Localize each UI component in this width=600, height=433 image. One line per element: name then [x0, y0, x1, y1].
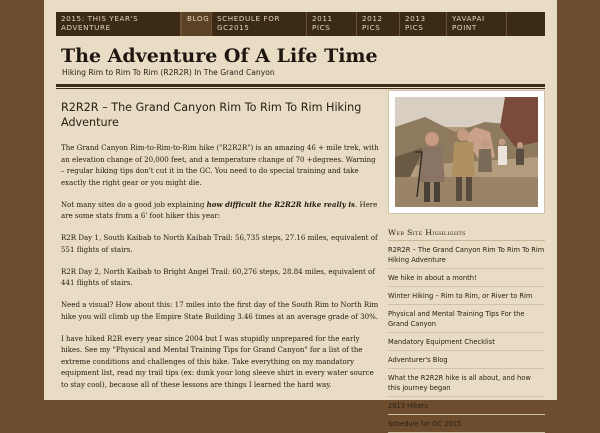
sidebar-link[interactable]: Winter Hiking – Rim to Rim, or River to Rim: [388, 287, 545, 305]
sidebar-link[interactable]: Mandatory Equipment Checklist: [388, 333, 545, 351]
sidebar-link[interactable]: Schedule for GC 2015: [388, 415, 545, 433]
hikers-photo[interactable]: [395, 97, 538, 207]
nav-item-2015-adventure[interactable]: 2015: THIS YEAR'S ADVENTURE: [56, 12, 181, 36]
post-paragraph: [61, 199, 381, 222]
header-divider-thin: [56, 88, 545, 89]
sidebar-link[interactable]: Physical and Mental Training Tips For the Grand Canyon: [388, 305, 545, 333]
sidebar-link[interactable]: Adventurer's Blog: [388, 351, 545, 369]
sidebar-link[interactable]: 2013 Hikers: [388, 397, 545, 415]
emphasis-link[interactable]: how difficult the R2R2R hike really is: [206, 199, 355, 209]
nav-spacer: [507, 12, 545, 36]
post-content: [61, 100, 381, 401]
paragraph-text: Not many sites do a good job explaining: [61, 199, 207, 209]
page: [44, 0, 557, 428]
nav-item-2013-pics[interactable]: 2013 PICS: [400, 12, 447, 36]
nav-item-blog[interactable]: BLOG: [181, 12, 212, 36]
post-paragraph: The Grand Canyon Rim-to-Rim-to-Rim hike ("R2R2R") is an amazing 46 + mile trek, with an elevation change of 20,000 feet, and a temperature change of 70 +degrees. Warning – regular hiking tips don't cut it in the GC. You need to do special training and take exactly the right gear or you might die.: [61, 143, 379, 187]
site-title[interactable]: The Adventure Of A Life Time: [61, 45, 378, 67]
header-divider: [56, 84, 545, 87]
nav-item-2012-pics[interactable]: 2012 PICS: [357, 12, 400, 36]
sidebar-link[interactable]: What the R2R2R hike is all about, and how this journey began: [388, 369, 545, 397]
nav-item-2011-pics[interactable]: 2011 PICS: [307, 12, 357, 36]
featured-photo-frame: [388, 90, 545, 214]
main-nav: [56, 12, 545, 36]
sidebar-link[interactable]: We hike in about a month!: [388, 269, 545, 287]
post-paragraph: Need a visual? How about this: 17 miles into the first day of the South Rim to North Rim hike you will climb up the Empire State Building 3.46 times at an average grade of 30%.: [61, 300, 379, 321]
sidebar: [388, 90, 545, 433]
post-paragraph: R2R Day 1, South Kaibab to North Kaibab Trail: 56,735 steps, 27.16 miles, equivalent of 551 flights of stairs.: [61, 233, 378, 254]
site-description: Hiking Rim to Rim To Rim (R2R2R) In The Grand Canyon: [62, 68, 275, 77]
nav-item-yavapai-point[interactable]: YAVAPAI POINT: [447, 12, 507, 36]
widget-title-highlights: Web Site Highlights: [388, 228, 545, 241]
post-paragraph: I have hiked R2R every year since 2004 but I was stupidly unprepared for the early hikes. See my "Physical and Mental Training Tips for Grand Canyon" for a list of the extreme conditions and challenges of this hike. Take everything on my mandatory equipment list, read my trail tips (ex: dunk your long sleeve shirt in every water source to stay cool), because all of these lessons are things I learned the hard way.: [61, 333, 374, 389]
post-title[interactable]: R2R2R – The Grand Canyon Rim To Rim To Rim Hiking Adventure: [61, 101, 362, 129]
sidebar-link[interactable]: R2R2R – The Grand Canyon Rim To Rim To Rim Hiking Adventure: [388, 241, 545, 269]
paragraph-text: . Here are some stats from a 6' foot hiker this year:: [61, 199, 378, 220]
post-paragraph: R2R Day 2, North Kaibab to Bright Angel Trail: 60,276 steps, 28.84 miles, equivalent of 441 flights of stairs.: [61, 266, 375, 287]
nav-item-schedule[interactable]: SCHEDULE FOR GC2015: [212, 12, 307, 36]
